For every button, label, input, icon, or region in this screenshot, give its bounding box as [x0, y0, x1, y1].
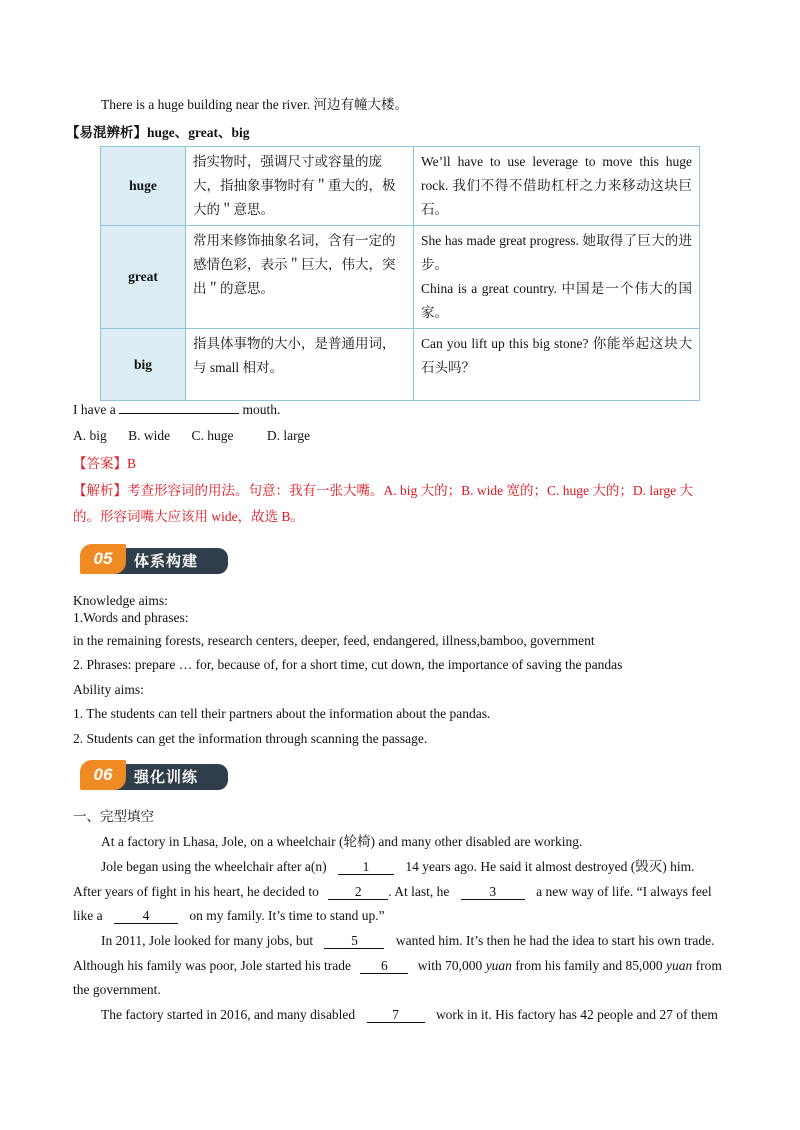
- stem-text: I have a: [73, 402, 116, 417]
- ability-aim: 2. Students can get the information through scanning the passage.: [73, 731, 428, 746]
- cloze-blank: 1: [338, 860, 394, 875]
- table-row: [101, 329, 700, 401]
- section-title: 强化训练: [134, 768, 199, 786]
- text: Jole began using the wheelchair after a(n): [101, 859, 327, 874]
- section-number: 06: [80, 760, 126, 790]
- example-cell: [414, 329, 700, 401]
- text: a new way of life. “I always feel: [536, 884, 712, 899]
- question-stem: [73, 401, 280, 419]
- text: wanted him. It’s then he had the idea to start his own trade.: [395, 933, 715, 948]
- analysis-line: 的。形容词嘴大应该用 wide，故选 B。: [73, 509, 304, 524]
- text: Although his family was poor, Jole started his trade: [73, 958, 352, 973]
- cloze-line: [101, 1006, 718, 1024]
- cloze-line: [73, 883, 712, 901]
- text: The factory started in 2016, and many disabled: [101, 1007, 356, 1022]
- cloze-heading: 一、完型填空: [73, 809, 154, 824]
- cloze-blank: 6: [360, 959, 408, 974]
- text: from his family and 85,000: [515, 958, 663, 973]
- cloze-blank: 2: [328, 885, 388, 900]
- text: . At last, he: [388, 884, 450, 899]
- table-row: [101, 147, 700, 226]
- example-text: We’ll have to use leverage to move this huge rock. 我们不得不借助杠杆之力来移动这块巨石。: [421, 154, 692, 217]
- text: with 70,000: [417, 958, 483, 973]
- answer-blank: [119, 413, 239, 414]
- option: A. big: [73, 428, 107, 443]
- text: work in it. His factory has 42 people and 27 of them: [435, 1007, 718, 1022]
- cloze-paragraph: At a factory in Lhasa, Jole, on a wheelchair (轮椅) and many other disabled are working.: [101, 834, 583, 849]
- word-cell: big: [101, 329, 186, 401]
- example-text: Can you lift up this big stone? 你能举起这块大石头吗？: [421, 336, 692, 375]
- usage-cell: 常用来修饰抽象名词，含有一定的感情色彩，表示＂巨大，伟大，突出＂的意思。: [186, 226, 414, 329]
- example-sentence: There is a huge building near the river. 河边有幢大楼。: [101, 97, 409, 112]
- option: C. huge: [191, 428, 234, 443]
- cloze-blank: 7: [367, 1008, 425, 1023]
- word-cell: great: [101, 226, 186, 329]
- section-title: 体系构建: [134, 552, 199, 570]
- analysis-line: 【解析】考查形容词的用法。句意：我有一张大嘴。A. big 大的；B. wide 宽的；C. huge 大的；D. large 大: [73, 483, 693, 498]
- text: like a: [73, 908, 103, 923]
- knowledge-aims-heading: Knowledge aims:: [73, 593, 168, 608]
- answer-line: 【答案】B: [73, 456, 137, 471]
- option: D. large: [266, 428, 311, 443]
- cloze-line: [101, 932, 715, 950]
- option: B. wide: [128, 428, 171, 443]
- usage-cell: 指具体事物的大小，是普通用词，与 small 相对。: [186, 329, 414, 401]
- text: After years of fight in his heart, he decided to: [73, 884, 319, 899]
- question-options: [73, 427, 310, 445]
- cloze-line: [101, 858, 694, 876]
- ability-aim: 1. The students can tell their partners about the information about the pandas.: [73, 706, 491, 721]
- cloze-line: the government.: [73, 982, 161, 997]
- comparison-table: [100, 146, 700, 401]
- tip-heading: 【易混辨析】huge、great、big: [66, 125, 250, 140]
- cloze-blank: 4: [114, 909, 178, 924]
- example-text: China is a great country. 中国是一个伟大的国家。: [421, 281, 692, 320]
- section-badge-06: [80, 760, 230, 794]
- example-cell: [414, 226, 700, 329]
- words-list: in the remaining forests, research centers, deeper, feed, endangered, illness,bamboo, government: [73, 633, 595, 648]
- example-text: She has made great progress. 她取得了巨大的进步。: [421, 233, 692, 272]
- text: yuan: [485, 958, 512, 973]
- text: yuan: [666, 958, 693, 973]
- text: on my family. It’s time to stand up.”: [189, 908, 385, 923]
- phrases-list: 2. Phrases: prepare … for, because of, for a short time, cut down, the importance of saving the pandas: [73, 657, 623, 672]
- section-number: 05: [80, 544, 126, 574]
- table-row: [101, 226, 700, 329]
- usage-cell: 指实物时，强调尺寸或容量的庞大，指抽象事物时有＂重大的，极大的＂意思。: [186, 147, 414, 226]
- word-cell: huge: [101, 147, 186, 226]
- text: 14 years ago. He said it almost destroyed (毁灭) him.: [405, 859, 695, 874]
- ability-aims-heading: Ability aims:: [73, 682, 144, 697]
- cloze-line: [73, 907, 385, 925]
- words-heading: 1.Words and phrases:: [73, 610, 189, 625]
- section-badge-05: [80, 544, 230, 578]
- cloze-blank: 3: [461, 885, 525, 900]
- stem-text: mouth.: [242, 402, 281, 417]
- cloze-line: [73, 957, 722, 975]
- example-cell: [414, 147, 700, 226]
- cloze-blank: 5: [324, 934, 384, 949]
- text: In 2011, Jole looked for many jobs, but: [101, 933, 314, 948]
- text: from: [695, 958, 722, 973]
